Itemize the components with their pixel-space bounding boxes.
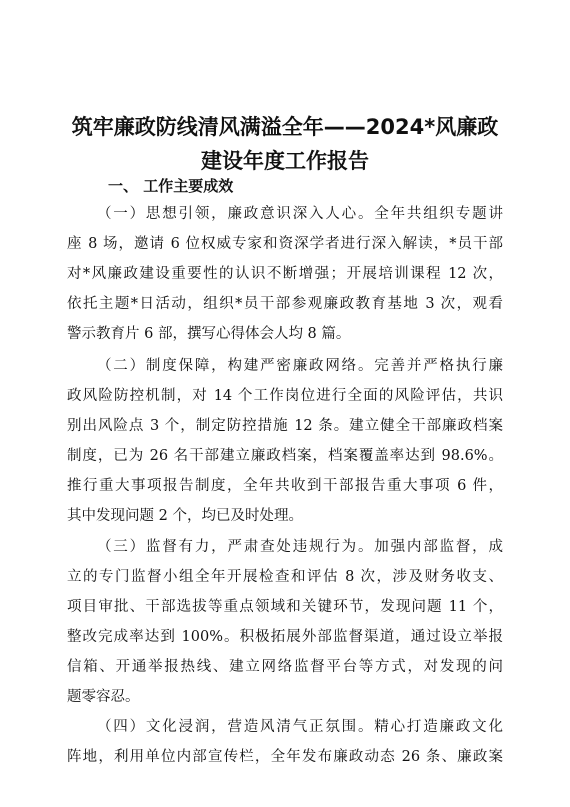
- document-title-line-2: 建设年度工作报告: [201, 149, 369, 173]
- paragraph-line: 依托主题*日活动，组织*员干部参观廉政教育基地 3 次，观看: [67, 296, 503, 312]
- paragraph-line: 警示教育片 6 部，撰写心得体会人均 8 篇。: [67, 326, 351, 342]
- paragraph-line: （三）监督有力，严肃查处违规行为。加强内部监督，成: [97, 539, 503, 555]
- paragraph-2: [67, 351, 503, 531]
- paragraph-1: [67, 199, 503, 349]
- paragraph-line: 制度，已为 26 名干部建立廉政档案，档案覆盖率达到 98.6%。: [67, 448, 503, 464]
- paragraph-line: 整改完成率达到 100%。积极拓展外部监督渠道，通过设立举报: [67, 629, 503, 645]
- paragraph-line: 题零容忍。: [67, 689, 140, 705]
- paragraph-line: 对*风廉政建设重要性的认识不断增强；开展培训课程 12 次，: [67, 266, 503, 282]
- paragraph-line: 别出风险点 3 个，制定防控措施 12 条。建立健全干部廉政档案: [67, 418, 503, 434]
- paragraph-line: 项目审批、干部选拔等重点领域和关键环节，发现问题 11 个，: [67, 599, 503, 615]
- paragraph-line: （一）思想引领，廉政意识深入人心。全年共组织专题讲: [97, 206, 503, 222]
- paragraph-line: 立的专门监督小组全年开展检查和评估 8 次，涉及财务收支、: [67, 569, 503, 585]
- paragraph-line: （二）制度保障，构建严密廉政网络。完善并严格执行廉: [97, 358, 503, 374]
- paragraph-line: 阵地，利用单位内部宣传栏，全年发布廉政动态 26 条、廉政案: [67, 749, 503, 765]
- paragraph-line: 信箱、开通举报热线、建立网络监督平台等方式，对发现的问: [67, 659, 503, 675]
- paragraph-line: 其中发现问题 2 个，均已及时处理。: [67, 508, 303, 524]
- paragraph-3: [67, 532, 503, 712]
- section-heading: 一、 工作主要成效: [108, 177, 234, 195]
- paragraph-line: （四）文化浸润，营造风清气正氛围。精心打造廉政文化: [97, 719, 503, 735]
- document-title-line-1: 筑牢廉政防线清风满溢全年——2024*风廉政: [71, 115, 499, 139]
- paragraph-line: 政风险防控机制，对 14 个工作岗位进行全面的风险评估，共识: [67, 388, 503, 404]
- paragraph-line: 推行重大事项报告制度，全年共收到干部报告重大事项 6 件，: [67, 478, 503, 494]
- paragraph-4: [67, 712, 503, 772]
- paragraph-line: 座 8 场，邀请 6 位权威专家和资深学者进行深入解读，*员干部: [67, 236, 503, 252]
